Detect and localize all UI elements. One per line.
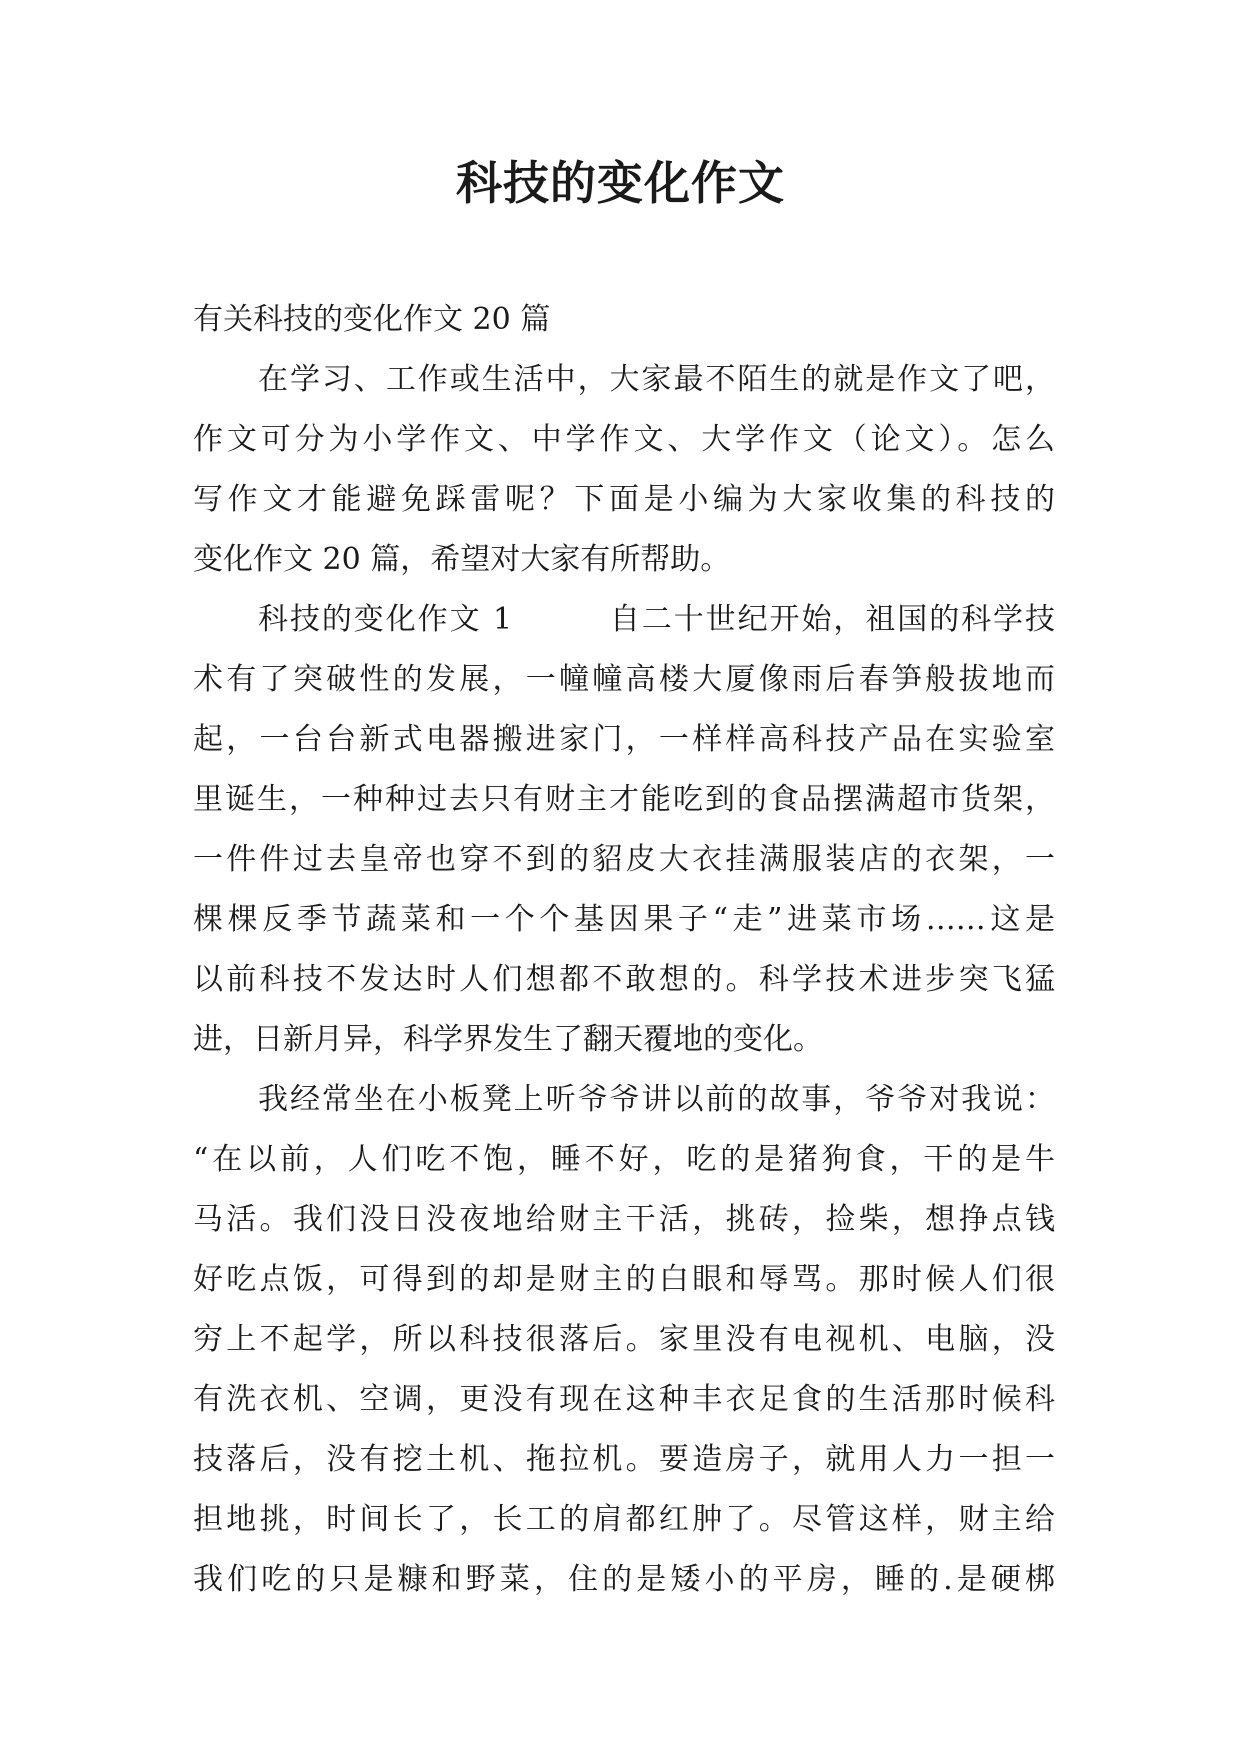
paragraph-line: “在以前，人们吃不饱，睡不好，吃的是猪狗食，干的是牛: [193, 1142, 1055, 1177]
paragraph-line: 起，一台台新式电器搬进家门，一样样高科技产品在实验室: [193, 722, 1055, 757]
paragraph-line: 写作文才能避免踩雷呢？下面是小编为大家收集的科技的: [193, 482, 1055, 517]
paragraph-line: 有洗衣机、空调，更没有现在这种丰衣足食的生活那时候科: [193, 1382, 1055, 1417]
paragraph-line: 我经常坐在小板凳上听爷爷讲以前的故事，爷爷对我说：: [258, 1082, 1055, 1117]
paragraph-line: 科技的变化作文 1 自二十世纪开始，祖国的科学技: [258, 602, 1055, 637]
paragraph-line: 作文可分为小学作文、中学作文、大学作文（论文）。怎么: [193, 422, 1055, 457]
paragraph-line: 在学习、工作或生活中，大家最不陌生的就是作文了吧，: [258, 362, 1055, 397]
document-body: [193, 290, 1055, 1610]
paragraph-line: 里诞生，一种种过去只有财主才能吃到的食品摆满超市货架，: [193, 782, 1055, 817]
paragraph-line: 棵棵反季节蔬菜和一个个基因果子“走”进菜市场……这是: [193, 902, 1055, 937]
paragraph-line: 技落后，没有挖土机、拖拉机。要造房子，就用人力一担一: [193, 1442, 1055, 1477]
paragraph-line: 穷上不起学，所以科技很落后。家里没有电视机、电脑，没: [193, 1322, 1055, 1357]
paragraph-line: 一件件过去皇帝也穿不到的貂皮大衣挂满服装店的衣架，一: [193, 842, 1055, 877]
document-title: 科技的变化作文: [456, 156, 785, 210]
paragraph-line: 好吃点饭，可得到的却是财主的白眼和辱骂。那时候人们很: [193, 1262, 1055, 1297]
paragraph-line: 以前科技不发达时人们想都不敢想的。科学技术进步突飞猛: [193, 962, 1055, 997]
paragraph-line: 我们吃的只是糠和野菜，住的是矮小的平房，睡的.是硬梆: [193, 1562, 1055, 1597]
paragraph-line: 进，日新月异，科学界发生了翻天覆地的变化。: [193, 1022, 823, 1057]
paragraph-line: 术有了突破性的发展，一幢幢高楼大厦像雨后春笋般拔地而: [193, 662, 1055, 697]
paragraph-line: 马活。我们没日没夜地给财主干活，挑砖，捡柴，想挣点钱: [193, 1202, 1055, 1237]
paragraph-line: 担地挑，时间长了，长工的肩都红肿了。尽管这样，财主给: [193, 1502, 1055, 1537]
paragraph-line: 变化作文 20 篇，希望对大家有所帮助。: [193, 542, 731, 577]
subtitle-line: 有关科技的变化作文 20 篇: [193, 302, 551, 337]
